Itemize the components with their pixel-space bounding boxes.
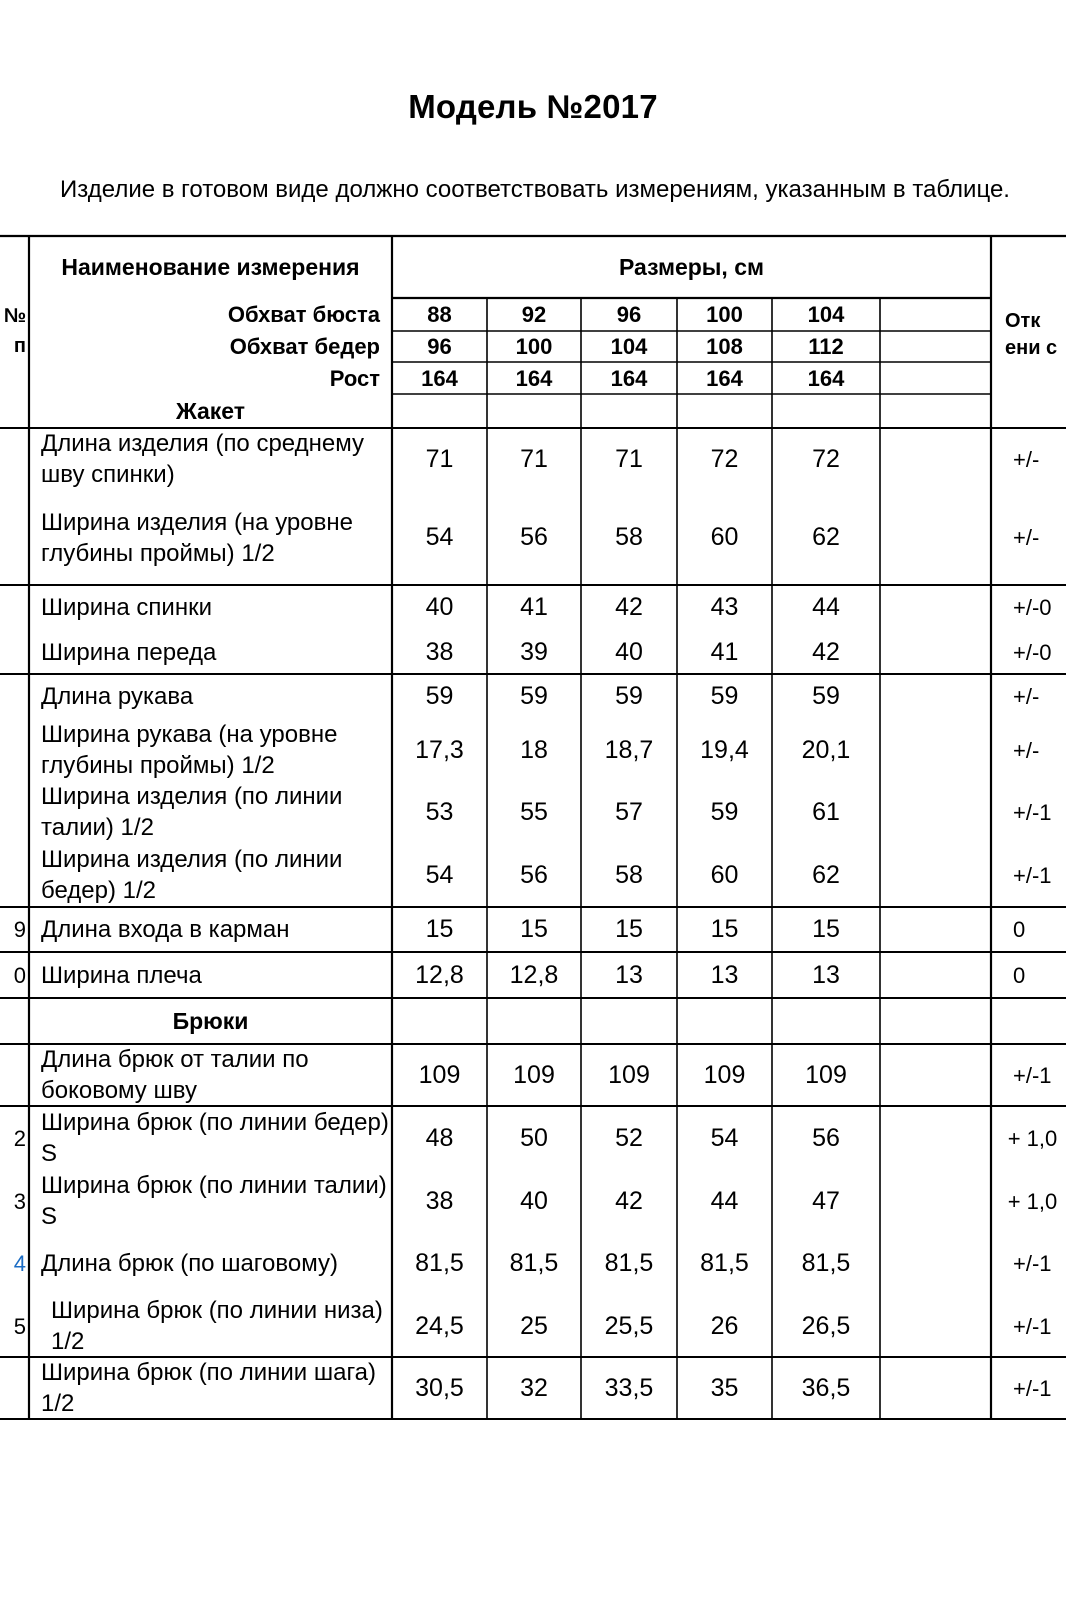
- measurement-value: 62: [812, 860, 840, 889]
- measurement-value: 61: [812, 797, 840, 826]
- measurement-value: 44: [710, 1186, 739, 1215]
- measurement-value: 56: [520, 523, 548, 551]
- measurement-name: Ширина изделия (по линии талии) 1/2: [41, 783, 343, 841]
- measurement-value: 17,3: [415, 735, 464, 764]
- measurement-value: 12,8: [415, 960, 464, 989]
- row-number: 5: [13, 1313, 26, 1339]
- measurement-value: 58: [615, 523, 643, 551]
- size-parameter-value: 164: [421, 365, 458, 391]
- size-parameter-value: 96: [616, 302, 642, 327]
- size-parameter-value: 104: [610, 334, 648, 359]
- measurement-value: 20,1: [801, 735, 851, 764]
- measurement-value: 71: [615, 444, 643, 473]
- tolerance-value: 0: [1013, 962, 1026, 988]
- measurement-value: 38: [425, 637, 454, 666]
- measurement-value: 44: [812, 593, 840, 621]
- measurement-name: Длина входа в карман: [41, 916, 290, 943]
- measurement-value: 109: [805, 1060, 847, 1089]
- tolerance-value: +/-0: [1013, 595, 1052, 620]
- section-title-trousers: Брюки: [172, 1007, 249, 1034]
- tolerance-value: +/-1: [1013, 1251, 1052, 1276]
- measurement-value: 81,5: [801, 1249, 851, 1277]
- size-parameter-value: 88: [427, 302, 452, 327]
- tolerance-value: +/-: [1013, 684, 1040, 709]
- measurement-value: 18: [520, 735, 548, 764]
- measurement-value: 25: [520, 1311, 548, 1340]
- tolerance-value: +/-1: [1013, 862, 1052, 888]
- measurement-name: Длина рукава: [41, 683, 194, 710]
- row-number: [0, 428, 29, 490]
- size-parameter-label: Обхват бюста: [227, 302, 380, 327]
- section-title-jacket: Жакет: [175, 397, 246, 424]
- intro-text: Изделие в готовом виде должно соответствовать измерениям, указанным в таблице.: [60, 176, 1010, 203]
- measurement-value: 58: [615, 860, 643, 889]
- tolerance-value: +/-1: [1013, 1062, 1052, 1088]
- measurement-value: 71: [425, 444, 454, 473]
- measurement-value: 18,7: [604, 735, 654, 764]
- measurement-value: 54: [425, 860, 454, 889]
- measurement-value: 43: [710, 593, 739, 621]
- sizes-header: Размеры, см: [618, 253, 765, 280]
- tolerance-value: +/-: [1013, 446, 1040, 472]
- measurement-value: 40: [425, 593, 454, 621]
- measurement-value: 53: [425, 797, 454, 826]
- measurement-value: 15: [615, 915, 643, 943]
- row-number: [0, 843, 29, 907]
- measurement-value: 15: [425, 915, 454, 943]
- size-parameter-value: 164: [706, 365, 743, 391]
- measurement-value: 19,4: [700, 735, 749, 764]
- row-number: 4: [13, 1251, 26, 1276]
- measurement-value: 54: [425, 523, 454, 551]
- measurement-value: 55: [520, 797, 548, 826]
- measurement-value: 36,5: [801, 1373, 851, 1402]
- row-number: [0, 630, 29, 674]
- row-number: [0, 1044, 29, 1106]
- measurement-value: 59: [710, 797, 739, 826]
- row-number: [0, 719, 29, 781]
- measurement-value: 47: [812, 1186, 840, 1215]
- size-parameter-value: [880, 331, 991, 362]
- measurement-value: 33,5: [604, 1373, 654, 1402]
- measurement-value: 59: [520, 682, 548, 710]
- measurement-value: 56: [812, 1123, 840, 1152]
- size-parameter-value: 164: [807, 365, 845, 391]
- row-number: [0, 585, 29, 630]
- measurement-value: 62: [812, 523, 840, 551]
- measurement-value: 35: [710, 1373, 739, 1402]
- tolerance-value: +/-: [1013, 525, 1040, 550]
- measurement-value: 15: [812, 915, 840, 943]
- measurement-name: Ширина брюк (по линии шага) 1/2: [41, 1359, 377, 1417]
- measurement-value: 50: [520, 1123, 548, 1152]
- measurement-value: 60: [710, 860, 739, 889]
- measurement-value: 57: [615, 797, 643, 826]
- measurement-name: Длина брюк от талии по боковому шву: [41, 1046, 309, 1104]
- row-number: [0, 490, 29, 585]
- measurement-value: 42: [812, 637, 840, 666]
- measurement-value: 15: [520, 915, 548, 943]
- tolerance-value: +/-1: [1013, 1375, 1052, 1401]
- size-parameter-value: 164: [515, 365, 553, 391]
- measurement-value: 81,5: [604, 1249, 654, 1277]
- measurement-value: 26: [710, 1311, 739, 1340]
- measurement-value: 40: [615, 637, 643, 666]
- measurement-value: 71: [520, 444, 548, 473]
- measurement-name: Длина брюк (по шаговому): [41, 1250, 338, 1277]
- measurement-name: Ширина спинки: [41, 594, 212, 621]
- measurement-value: 41: [520, 593, 548, 621]
- measurement-value: 15: [710, 915, 739, 943]
- measurement-value: 109: [608, 1060, 650, 1089]
- measurement-value: 48: [425, 1123, 454, 1152]
- measurement-value: 25,5: [604, 1311, 654, 1340]
- tolerance-value: + 1,0: [1007, 1125, 1058, 1151]
- measurement-value: 39: [520, 637, 548, 666]
- measurement-name: Ширина рукава (на уровне глубины проймы) 1/2: [41, 721, 338, 779]
- tolerance-value: +/-: [1013, 737, 1040, 763]
- measurement-value: 81,5: [700, 1249, 749, 1277]
- measurement-value: 109: [418, 1060, 461, 1089]
- measurement-value: 59: [812, 682, 840, 710]
- tolerance-value: +/-1: [1013, 799, 1052, 825]
- measurement-value: 59: [615, 682, 643, 710]
- measurement-value: 72: [710, 444, 739, 473]
- row-number: [0, 674, 29, 719]
- size-parameter-value: 108: [706, 334, 743, 359]
- measurement-value: 41: [710, 637, 739, 666]
- measurement-value: 56: [520, 860, 548, 889]
- measurement-name: Ширина плеча: [41, 961, 202, 989]
- measurement-value: 12,8: [509, 960, 559, 989]
- measurement-value: 40: [520, 1186, 548, 1215]
- measurement-name: Ширина брюк (по линии низа) 1/2: [51, 1297, 383, 1355]
- measurement-value: 72: [812, 444, 840, 473]
- size-parameter-value: 100: [515, 334, 553, 359]
- tolerance-value: 0: [1013, 917, 1026, 942]
- measurement-value: 38: [425, 1186, 454, 1215]
- size-parameter-value: 96: [427, 334, 452, 359]
- measurement-value: 24,5: [415, 1311, 464, 1340]
- measurement-value: 59: [425, 682, 454, 710]
- measurement-name: Ширина переда: [41, 638, 217, 666]
- row-number: 2: [13, 1125, 26, 1151]
- row-number: 3: [13, 1188, 26, 1214]
- measurement-name: Ширина брюк (по линии талии) S: [41, 1172, 387, 1230]
- row-number: [0, 1357, 29, 1419]
- size-parameter-label: Рост: [329, 365, 380, 391]
- measurement-value: 54: [710, 1123, 739, 1152]
- measurement-value: 42: [615, 1186, 643, 1215]
- row-number: 9: [13, 917, 26, 942]
- measurement-value: 60: [710, 523, 739, 551]
- measurement-name: Ширина брюк (по линии бедер) S: [41, 1109, 389, 1167]
- size-parameter-value: 92: [521, 302, 547, 327]
- measurement-value: 81,5: [509, 1249, 559, 1277]
- size-parameter-value: 104: [807, 302, 845, 327]
- tolerance-value: +/-1: [1013, 1313, 1052, 1339]
- row-number: [0, 781, 29, 843]
- tolerance-value: +/-0: [1013, 639, 1052, 665]
- measurement-value: 26,5: [801, 1311, 851, 1340]
- measurement-value: 52: [615, 1123, 643, 1152]
- size-parameter-value: 112: [808, 334, 844, 359]
- measurement-value: 109: [513, 1060, 555, 1089]
- measurement-value: 13: [812, 960, 840, 989]
- size-parameter-value: 100: [706, 302, 743, 327]
- deviation-header: Отк ени с: [1005, 310, 1058, 359]
- size-parameter-value: [880, 362, 991, 394]
- tolerance-value: + 1,0: [1007, 1188, 1058, 1214]
- measurement-name: Длина изделия (по среднему шву спинки): [41, 430, 364, 488]
- measurement-value: 109: [703, 1060, 746, 1089]
- measurement-value: 13: [710, 960, 739, 989]
- size-parameter-label: Обхват бедер: [229, 334, 380, 359]
- row-number-header: № п: [3, 305, 26, 357]
- measurement-value: 42: [615, 593, 643, 621]
- measurement-value: 30,5: [415, 1373, 464, 1402]
- measurement-name: Ширина изделия (по линии бедер) 1/2: [41, 846, 343, 904]
- measurement-name-header: Наименование измерения: [61, 253, 360, 280]
- measurement-value: 32: [520, 1373, 548, 1402]
- measurement-name: Ширина изделия (на уровне глубины проймы) 1/2: [41, 508, 353, 567]
- measurement-value: 59: [710, 682, 739, 710]
- size-parameter-value: 164: [610, 365, 648, 391]
- size-parameter-value: [880, 298, 991, 331]
- measurement-value: 13: [615, 960, 643, 989]
- page-title: Модель №2017: [408, 88, 658, 125]
- row-number: 0: [13, 962, 26, 988]
- measurement-value: 81,5: [415, 1249, 464, 1277]
